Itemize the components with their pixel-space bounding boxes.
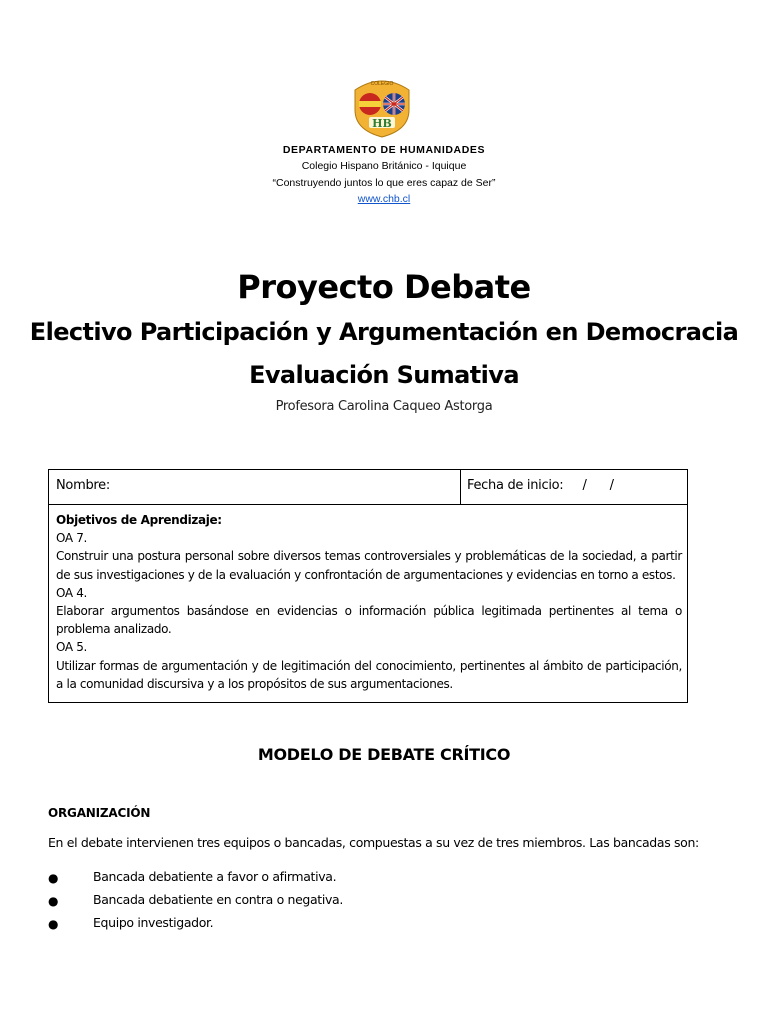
section-title: MODELO DE DEBATE CRÍTICO bbox=[257, 745, 511, 764]
school-crest-logo bbox=[351, 76, 413, 138]
start-date-field-label[interactable]: Fecha de inicio: / / bbox=[467, 478, 614, 493]
list-item-text: Bancada debatiente a favor o afirmativa. bbox=[93, 869, 337, 884]
bullet-icon: ● bbox=[48, 871, 59, 885]
bullet-icon: ● bbox=[48, 894, 59, 908]
cell-divider bbox=[460, 470, 461, 504]
objectives-cell bbox=[56, 511, 682, 693]
section-intro: En el debate intervienen tres equipos o bancadas, compuestas a su vez de tres miembros. Las bancadas son: bbox=[48, 835, 699, 850]
website-link[interactable]: www.chb.cl bbox=[357, 193, 411, 205]
crest-arc-text: COLEGIO bbox=[370, 81, 394, 87]
name-field-label[interactable]: Nombre: bbox=[56, 478, 110, 493]
evaluation-type: Evaluación Sumativa bbox=[249, 361, 519, 389]
objective-code: OA 7. bbox=[56, 531, 87, 546]
school-name: Colegio Hispano Británico - Iquique bbox=[301, 160, 467, 172]
list-item bbox=[48, 915, 728, 938]
school-motto: “Construyendo juntos lo que eres capaz de Ser” bbox=[272, 177, 496, 189]
website-line bbox=[0, 193, 768, 205]
list-item-text: Bancada debatiente en contra o negativa. bbox=[93, 892, 343, 907]
bullet-icon: ● bbox=[48, 917, 59, 931]
list-item-text: Equipo investigador. bbox=[93, 915, 214, 930]
list-item bbox=[48, 892, 728, 915]
section-subheading: ORGANIZACIÓN bbox=[48, 806, 151, 820]
crest-monogram: HB bbox=[372, 117, 392, 130]
name-date-row bbox=[49, 470, 687, 505]
objective-text: Utilizar formas de argumentación y de legitimación del conocimiento, pertinentes al ámbito de participación, a la comunidad discursiva y a los propósitos de sus argumentaciones. bbox=[56, 658, 682, 691]
document-title: Proyecto Debate bbox=[237, 268, 531, 306]
document-subtitle: Electivo Participación y Argumentación en Democracia bbox=[29, 318, 739, 346]
objective-code: OA 4. bbox=[56, 585, 87, 600]
student-info-table bbox=[48, 469, 688, 703]
list-item bbox=[48, 869, 728, 892]
teacher-name: Profesora Carolina Caqueo Astorga bbox=[275, 399, 493, 414]
objective-text: Construir una postura personal sobre diversos temas controversiales y problemáticas de la sociedad, a partir de sus investigaciones y de la evaluación y confrontación de argumentaciones y evidencias en torno a estos. bbox=[56, 549, 682, 582]
objectives-heading: Objetivos de Aprendizaje: bbox=[56, 513, 222, 527]
team-list bbox=[48, 869, 728, 938]
objective-code: OA 5. bbox=[56, 640, 87, 655]
objective-text: Elaborar argumentos basándose en evidencias o información pública legitimada pertinentes al tema o problema analizado. bbox=[56, 604, 682, 637]
department-name: DEPARTAMENTO DE HUMANIDADES bbox=[282, 144, 486, 156]
